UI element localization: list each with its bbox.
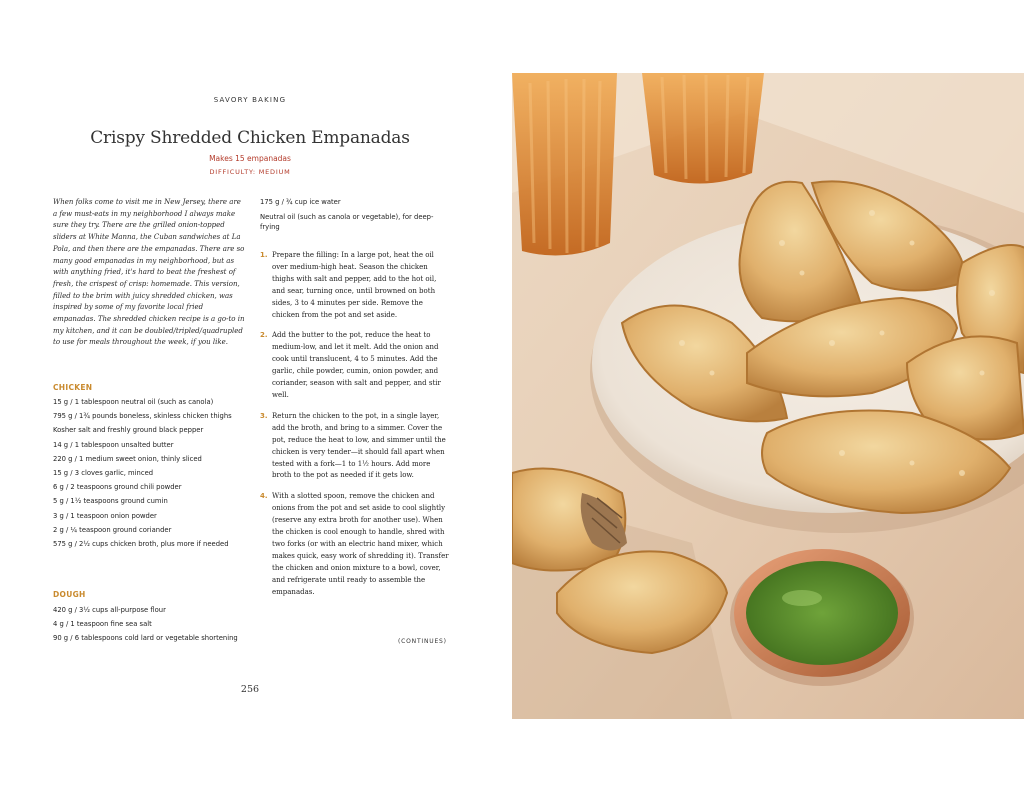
ingredient-item: 220 g / 1 medium sweet onion, thinly sliced [53,454,202,463]
ingredient-item: Kosher salt and freshly ground black pepper [53,426,204,435]
ingredient-item: 4 g / 1 teaspoon fine sea salt [53,620,152,628]
ingredient-item: 15 g / 1 tablespoon neutral oil (such as canola) [53,398,214,406]
glass-left [512,73,617,256]
step-number: 1. [260,251,268,259]
step-item [260,250,450,321]
ingredient-item: 795 g / 1¾ pounds boneless, skinless chicken thighs [53,412,232,421]
ingredient-item: 175 g / ¾ cup ice water [260,198,341,206]
chicken-ingredient-list [53,397,243,553]
chicken-heading: CHICKEN [53,383,93,392]
dough-ingredient-list [53,605,243,647]
recipe-intro: When folks come to visit me in New Jersey, there are a few must-eats in my neighborhood I always make sure they try. There are the grilled onion-topped sliders at White Manna, the Cuban sandwiches at La Pola, and then there are the empanadas. There are so many good empanadas in my neighborhood, but as with anything fried, it's hard to beat the freshest of fresh, the crispest of crisp: homemade. This version, filled to the brim with juicy shredded chicken, was inspired by some of my favorite local fried empanadas. The shredded chicken recipe is a go-to in my kitchen, and it can be doubled/tripled/quadrupled to use for meals throughout the week, if you like. [53,198,245,347]
step-text: Prepare the filling: In a large pot, heat the oil over medium-high heat. Season the chicken thighs with salt and pepper, add to the hot oil, and sear, turning once, until browned on both sides, 3 to 4 minutes per side. Remove the chicken from the pot and set aside. [272,251,437,319]
ingredient-item: 5 g / 1½ teaspoons ground cumin [53,497,168,506]
continues-label: (CONTINUES) [398,638,447,645]
step-text: Add the butter to the pot, reduce the heat to medium-low, and let it melt. Add the onion and cook until translucent, 4 to 5 minutes. Add the garlic, chile powder, cumin, onion powder, and coriander, season with salt and pepper, and stir well. [272,331,441,399]
continued-ingredient-list [260,197,450,236]
ingredient-item: 14 g / 1 tablespoon unsalted butter [53,440,174,449]
ingredient-item: 90 g / 6 tablespoons cold lard or vegetable shortening [53,634,238,642]
recipe-yield: Makes 15 empanadas [209,154,291,163]
ingredient-item: 15 g / 3 cloves garlic, minced [53,468,154,477]
step-number: 2. [260,331,268,340]
recipe-difficulty: DIFFICULTY: MEDIUM [209,168,291,176]
dough-heading: DOUGH [53,590,86,599]
method-steps [260,250,450,607]
step-number: 4. [260,492,268,501]
recipe-title: Crispy Shredded Chicken Empanadas [90,128,410,148]
empanadas-photo [512,73,1024,719]
step-item [260,491,450,598]
step-text: Return the chicken to the pot, in a single layer, add the broth, and bring to a simmer. Cover the pot, reduce the heat to low, and simmer until the chicken is very tender—it should fall apart when tested with a fork—1 to 1½ hours. Add more broth to the pot as needed if it gets low. [272,411,446,480]
step-item [260,411,450,482]
page-number: 256 [240,684,260,695]
ingredient-item: 2 g / ¼ teaspoon ground coriander [53,525,172,534]
sauce-bowl [730,549,914,686]
ingredient-item: Neutral oil (such as canola or vegetable), for deep-frying [260,212,434,231]
ingredient-item: 420 g / 3½ cups all-purpose flour [53,606,166,614]
ingredient-item: 6 g / 2 teaspoons ground chili powder [53,483,182,492]
ingredient-item: 3 g / 1 teaspoon onion powder [53,511,157,520]
ingredient-item: 575 g / 2½ cups chicken broth, plus more if needed [53,539,229,548]
step-item [260,330,450,401]
step-text: With a slotted spoon, remove the chicken and onions from the pot and set aside to cool slightly (reserve any extra broth for another use). When the chicken is cool enough to handle, shred with two forks (or with an electric hand mixer, which makes quick, easy work of shredding it). Transfer the chicken and onion mixture to a bowl, cover, and refrigerate until ready to assemble the empanadas. [272,492,449,596]
glass-right [642,73,764,184]
running-head: SAVORY BAKING [213,96,287,104]
food-illustration [512,73,1024,719]
step-number: 3. [260,411,268,420]
